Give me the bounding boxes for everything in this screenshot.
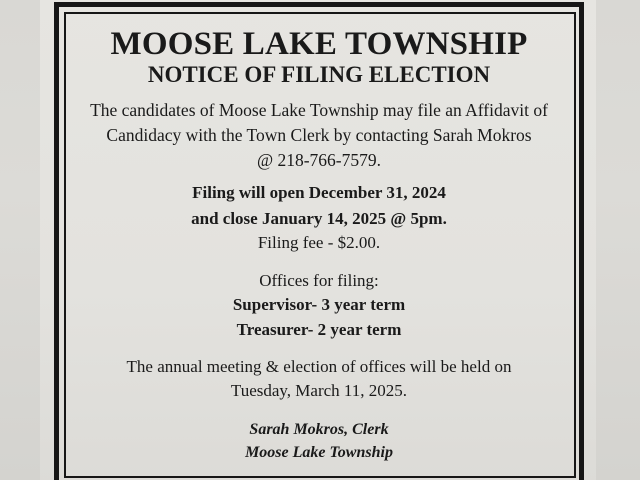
meeting-line-1: The annual meeting & election of offices will be held on	[126, 357, 512, 376]
meeting-line-2: Tuesday, March 11, 2025.	[230, 381, 408, 400]
notice-subtitle: NOTICE OF FILING ELECTION	[147, 62, 491, 87]
office-item-supervisor: Supervisor- 3 year term	[232, 295, 406, 314]
filing-fee-text: Filing fee - $2.00.	[257, 233, 381, 252]
intro-line: Candidacy with the Town Clerk by contacting Sarah Mokros	[106, 125, 532, 145]
office-item-treasurer: Treasurer- 2 year term	[236, 320, 402, 339]
notice-title: MOOSE LAKE TOWNSHIP	[110, 26, 528, 62]
intro-paragraph	[84, 98, 554, 173]
notice-content	[66, 14, 572, 474]
signature-org: Moose Lake Township	[245, 444, 393, 461]
filing-open-text: Filing will open December 31, 2024	[192, 183, 446, 202]
signature-name: Sarah Mokros, Clerk	[249, 421, 389, 438]
filing-close-text: and close January 14, 2025 @ 5pm.	[191, 209, 447, 228]
offices-heading: Offices for filing:	[259, 271, 379, 290]
intro-line: @ 218-766-7579.	[256, 150, 382, 170]
intro-line: The candidates of Moose Lake Township may file an Affidavit of	[90, 100, 548, 120]
